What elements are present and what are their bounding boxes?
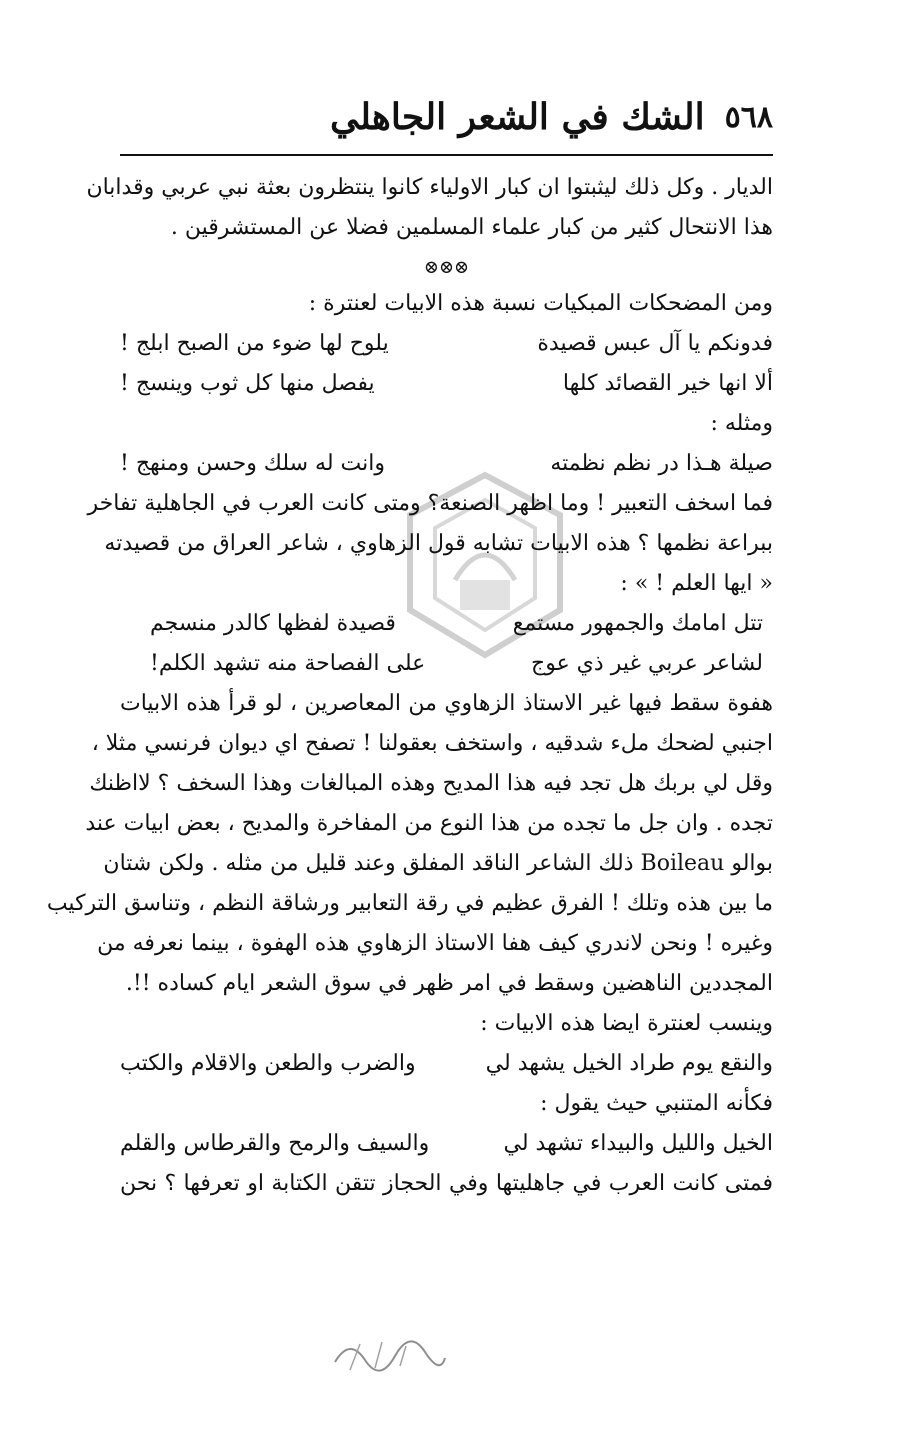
- verse-hemistich-second: على الفصاحة منه تشهد الكلم!: [150, 651, 426, 676]
- text-line: ما بين هذه وتلك ! الفرق عظيم في رقة التعابير ورشاقة النظم ، وتناسق التركيب: [46, 891, 773, 916]
- page-header: [120, 92, 773, 156]
- text-line: فما اسخف التعبير ! وما اظهر الصنعة؟ ومتى كانت العرب في الجاهلية تفاخر: [87, 491, 773, 516]
- verse-hemistich-first: ألا انها خير القصائد كلها: [562, 371, 773, 396]
- decorative-flourish: [330, 1332, 450, 1376]
- text-line: ببراعة نظمها ؟ هذه الابيات تشابه قول الزهاوي ، شاعر العراق من قصيدته: [104, 531, 773, 556]
- page-body: [46, 168, 773, 1204]
- section-ornament: ⊗⊗⊗: [423, 257, 470, 278]
- verse-hemistich-second: قصيدة لفظها كالدر منسجم: [150, 611, 396, 636]
- text-line: وغيره ! ونحن لاندري كيف هفا الاستاذ الزهاوي هذه الهفوة ، بينما نعرفه من: [97, 931, 773, 956]
- verse-line: [120, 324, 773, 364]
- text-line: تجده . وان جل ما تجده من هذا النوع من المفاخرة والمديح ، بعض ابيات عند: [85, 811, 773, 836]
- text-line: هذا الانتحال كثير من كبار علماء المسلمين فضلا عن المستشرقين .: [170, 215, 773, 240]
- verse-hemistich-first: فدونكم يا آل عبس قصيدة: [537, 331, 773, 356]
- text-line: فكأنه المتنبي حيث يقول :: [540, 1091, 773, 1116]
- verse-hemistich-second: يفصل منها كل ثوب وينسج !: [120, 371, 375, 396]
- text-line: « ايها العلم ! » :: [620, 571, 773, 596]
- verse-hemistich-first: الخيل والليل والبيداء تشهد لي: [503, 1131, 773, 1156]
- text-line: اجنبي لضحك ملء شدقيه ، واستخف بعقولنا ! تصفح اي ديوان فرنسي مثلا ،: [91, 731, 773, 756]
- verse-hemistich-second: يلوح لها ضوء من الصبح ابلج !: [120, 331, 389, 356]
- verse-line: [120, 1044, 773, 1084]
- running-title: الشك في الشعر الجاهلي: [330, 96, 705, 138]
- text-line: وقل لي بربك هل تجد فيه هذا المديح وهذه المبالغات وهذا السخف ؟ لااظنك: [89, 771, 773, 796]
- verse-line: [120, 644, 773, 684]
- verse-hemistich-second: والضرب والطعن والاقلام والكتب: [120, 1051, 416, 1076]
- text-line: هفوة سقط فيها غير الاستاذ الزهاوي من المعاصرين ، لو قرأ هذه الابيات: [120, 691, 773, 716]
- text-line: المجددين الناهضين وسقط في امر ظهر في سوق الشعر ايام كساده !!.: [125, 971, 773, 996]
- boileau-latin: Boileau: [640, 851, 725, 876]
- text-line: الديار . وكل ذلك ليثبتوا ان كبار الاولياء كانوا ينتظرون بعثة نبي عربي وقدابان: [86, 175, 773, 200]
- verse-hemistich-second: وانت له سلك وحسن ومنهج !: [120, 451, 386, 476]
- verse-hemistich-first: والنقع يوم طراد الخيل يشهد لي: [485, 1051, 773, 1076]
- text-line-boileau: [103, 844, 773, 884]
- boileau-rest: ذلك الشاعر الناقد المفلق وعند قليل من مثله . ولكن شتان: [103, 851, 634, 876]
- verse-line: [120, 1124, 773, 1164]
- verse-line: [120, 604, 773, 644]
- verse-hemistich-first: لشاعر عربي غير ذي عوج: [531, 651, 763, 676]
- text-line: فمتى كانت العرب في جاهليتها وفي الحجاز تتقن الكتابة او تعرفها ؟ نحن: [120, 1171, 773, 1196]
- verse-line: [120, 364, 773, 404]
- verse-line: [120, 444, 773, 484]
- text-line: وينسب لعنترة ايضا هذه الابيات :: [480, 1011, 773, 1036]
- verse-hemistich-first: تتل امامك والجمهور مستمع: [512, 611, 763, 636]
- verse-hemistich-first: صيلة هـذا در نظم نظمته: [550, 451, 773, 476]
- verse-hemistich-second: والسيف والرمح والقرطاس والقلم: [120, 1131, 430, 1156]
- text-line: ومثله :: [710, 411, 773, 436]
- page-number: ٥٦٨: [724, 100, 773, 135]
- text-line: ومن المضحكات المبكيات نسبة هذه الابيات لعنترة :: [308, 291, 773, 316]
- boileau-arabic: بوالو: [731, 851, 773, 876]
